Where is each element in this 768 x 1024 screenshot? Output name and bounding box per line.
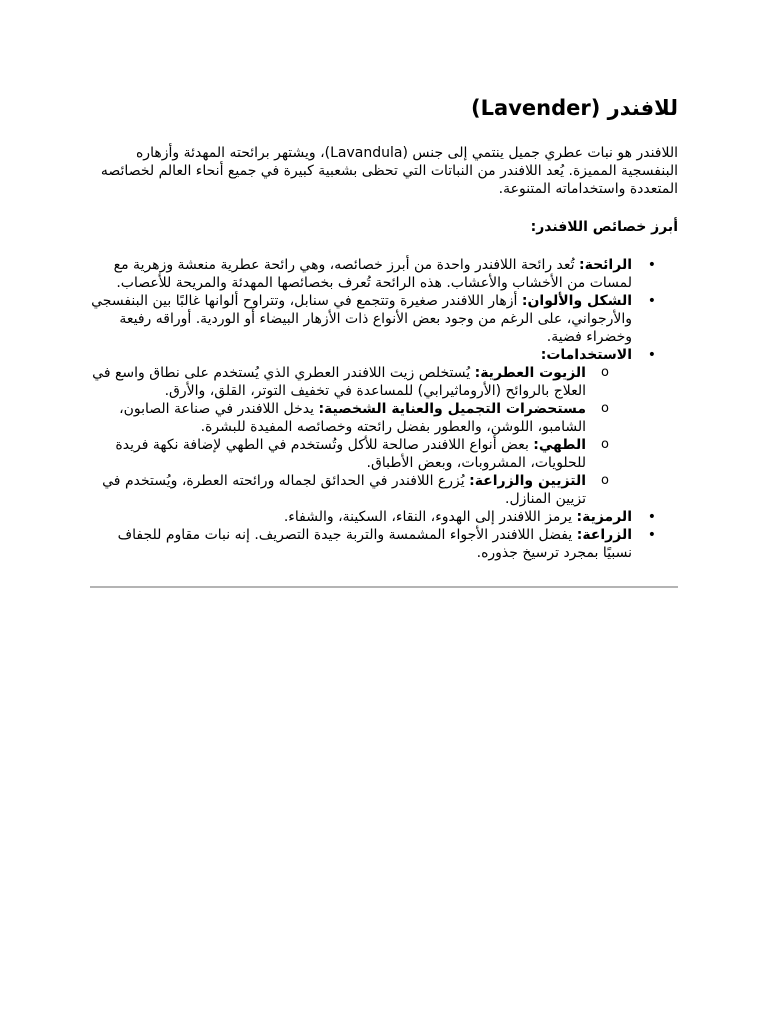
sublist-item-essential-oils xyxy=(90,364,586,400)
features-list xyxy=(90,256,678,562)
item-text: تُعد رائحة اللافندر واحدة من أبرز خصائصه، وهي رائحة عطرية منعشة وزهرية مع لمسات من الأخشاب والأعشاب. هذه الرائحة تُعرف بخصائصها المهدئة والمريحة للأعصاب. xyxy=(113,257,632,291)
uses-sublist xyxy=(90,364,632,508)
item-label: الشكل والألوان: xyxy=(521,293,632,309)
item-label: الرمزية: xyxy=(576,509,632,525)
intro-paragraph: اللافندر هو نبات عطري جميل ينتمي إلى جنس (Lavandula)، ويشتهر برائحته المهدئة وأزهاره البنفسجية المميزة. يُعد اللافندر من النباتات التي تحظى بشعبية كبيرة في جميع أنحاء العالم لخصائصه المتعددة واستخداماته المتنوعة. xyxy=(100,145,678,197)
subitem-text: يُزرع اللافندر في الحدائق لجماله ورائحته العطرة، ويُستخدم في تزيين المنازل. xyxy=(102,473,586,507)
document-content xyxy=(90,92,678,562)
subitem-label: الطهي: xyxy=(533,437,586,453)
item-label: الاستخدامات: xyxy=(540,347,632,363)
list-item-symbolism xyxy=(90,508,632,526)
list-item-shape-colors xyxy=(90,292,632,346)
item-label: الرائحة: xyxy=(579,257,632,273)
subitem-label: التزيين والزراعة: xyxy=(469,473,586,489)
sublist-item-cooking xyxy=(90,436,586,472)
sublist-item-cosmetics xyxy=(90,400,586,436)
item-label: الزراعة: xyxy=(576,527,632,543)
subitem-text: يدخل اللافندر في صناعة الصابون، الشامبو، اللوشن، والعطور بفضل رائحته وخصائصه المفيدة للبشرة. xyxy=(119,401,586,435)
item-text: يرمز اللافندر إلى الهدوء، النقاء، السكينة، والشفاء. xyxy=(283,509,577,525)
subitem-label: الزيوت العطرية: xyxy=(474,365,586,381)
list-item-cultivation xyxy=(90,526,632,562)
subitem-text: بعض أنواع اللافندر صالحة للأكل وتُستخدم في الطهي لإضافة نكهة فريدة للحلويات، المشروبات، وبعض الأطباق. xyxy=(115,437,586,471)
item-text: يفضل اللافندر الأجواء المشمسة والتربة جيدة التصريف. إنه نبات مقاوم للجفاف نسبيًا بمجرد ترسيخ جذوره. xyxy=(117,527,632,561)
horizontal-divider xyxy=(90,586,678,588)
list-item-scent xyxy=(90,256,632,292)
subitem-text: يُستخلص زيت اللافندر العطري الذي يُستخدم على نطاق واسع في العلاج بالروائح (الأروماثيرابي) للمساعدة في تخفيف التوتر، القلق، والأرق. xyxy=(92,365,586,399)
document-title: للافندر (Lavender) xyxy=(471,96,678,120)
item-text: أزهار اللافندر صغيرة وتتجمع في سنابل، وتتراوح ألوانها غالبًا بين البنفسجي والأرجواني، على الرغم من وجود بعض الأنواع ذات الأزهار البيضاء أو الوردية. أوراقه رفيعة وخضراء فضية. xyxy=(91,293,632,345)
sublist-item-decoration xyxy=(90,472,586,508)
subitem-label: مستحضرات التجميل والعناية الشخصية: xyxy=(318,401,586,417)
list-item-uses xyxy=(90,346,632,508)
section-heading: أبرز خصائص اللافندر: xyxy=(530,219,678,235)
